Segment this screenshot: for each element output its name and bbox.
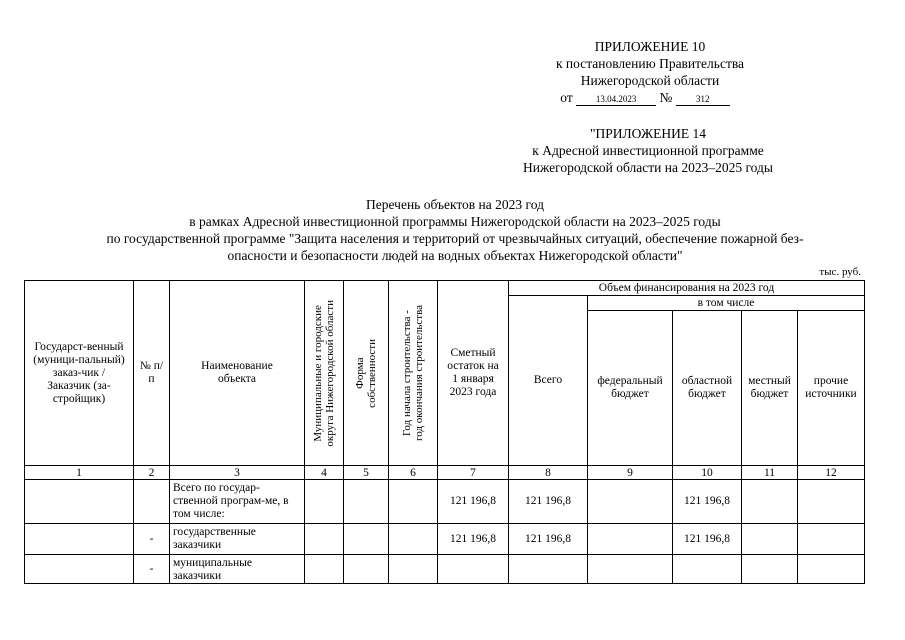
doc-title-line3: по государственной программе "Защита населения и территорий от чрезвычайных ситуаций, обеспечение пожарной без- (106, 231, 804, 246)
header-ownership-text (354, 339, 378, 408)
row-regional: 121 196,8 (673, 524, 742, 555)
appendix-10-block (480, 38, 820, 106)
row-ownership (344, 480, 389, 524)
number-sign: № (659, 90, 673, 105)
row-years (389, 555, 438, 584)
header-municipal (305, 281, 344, 466)
header-years-text (401, 305, 425, 441)
row-customer (25, 524, 134, 555)
appendix-10-line1: к постановлению Правительства (555, 56, 745, 71)
row-federal (588, 524, 673, 555)
row-other (798, 555, 865, 584)
header-financing: Объем финансирования на 2023 год (509, 281, 865, 296)
table-row (25, 555, 865, 584)
row-municipal (305, 524, 344, 555)
row-num: - (134, 524, 170, 555)
units-label: тыс. руб. (819, 266, 861, 278)
header-local: местный бюджет (742, 311, 798, 466)
row-regional (673, 555, 742, 584)
header-years (389, 281, 438, 466)
col-number: 9 (588, 466, 673, 480)
table-row (25, 524, 865, 555)
doc-title-line1: Перечень объектов на 2023 год (366, 197, 544, 212)
header-years-line2: год окончания строительства (413, 305, 425, 441)
appendix-14-title: "ПРИЛОЖЕНИЕ 14 (589, 126, 707, 141)
row-local (742, 555, 798, 584)
col-number: 1 (25, 466, 134, 480)
row-ownership (344, 524, 389, 555)
row-name: муниципальные заказчики (170, 555, 305, 584)
table-row (25, 480, 865, 524)
row-local (742, 524, 798, 555)
row-municipal (305, 555, 344, 584)
header-municipal-line2: округа Нижегородской области (324, 299, 336, 447)
col-number: 5 (344, 466, 389, 480)
header-ownership-line2: собственности (366, 338, 378, 408)
col-number: 7 (438, 466, 509, 480)
doc-title-line4: опасности и безопасности людей на водных объектах Нижегородской области" (227, 248, 683, 263)
appendix-10-date-line (470, 89, 820, 106)
col-number: 2 (134, 466, 170, 480)
document-title (40, 196, 870, 264)
row-name: Всего по государ-ственной програм-ме, в том числе: (170, 480, 305, 524)
row-num (134, 480, 170, 524)
row-num: - (134, 555, 170, 584)
row-regional: 121 196,8 (673, 480, 742, 524)
header-num: № п/п (134, 281, 170, 466)
row-estimated: 121 196,8 (438, 480, 509, 524)
header-ownership-line1: Форма (354, 357, 366, 389)
header-customer: Государст-венный (муници-пальный) заказ-чик / Заказчик (за-стройщик) (25, 281, 134, 466)
row-total: 121 196,8 (509, 480, 588, 524)
number-value: 312 (676, 94, 730, 106)
row-years (389, 480, 438, 524)
date-prefix: от (560, 90, 573, 105)
header-total: Всего (509, 296, 588, 466)
col-number: 3 (170, 466, 305, 480)
col-number: 11 (742, 466, 798, 480)
row-federal (588, 480, 673, 524)
appendix-14-line1: к Адресной инвестиционной программе (532, 143, 764, 158)
appendix-14-block (478, 125, 818, 176)
row-estimated (438, 555, 509, 584)
header-regional: областной бюджет (673, 311, 742, 466)
row-municipal (305, 480, 344, 524)
date-value: 13.04.2023 (576, 94, 656, 106)
col-number: 12 (798, 466, 865, 480)
header-row-1 (25, 281, 865, 296)
header-municipal-text (312, 300, 336, 447)
appendix-14-line2: Нижегородской области на 2023–2025 годы (523, 160, 773, 175)
row-total (509, 555, 588, 584)
header-estimated: Сметный остаток на 1 января 2023 года (438, 281, 509, 466)
header-municipal-line1: Муниципальные и городские (312, 304, 324, 442)
col-number: 6 (389, 466, 438, 480)
objects-table (24, 280, 865, 584)
col-number: 10 (673, 466, 742, 480)
header-other: прочие источники (798, 311, 865, 466)
header-ownership (344, 281, 389, 466)
col-number: 8 (509, 466, 588, 480)
appendix-10-title: ПРИЛОЖЕНИЕ 10 (594, 39, 706, 54)
header-name: Наименование объекта (170, 281, 305, 466)
row-other (798, 524, 865, 555)
row-local (742, 480, 798, 524)
column-numbers-row (25, 466, 865, 480)
row-name: государственные заказчики (170, 524, 305, 555)
col-number: 4 (305, 466, 344, 480)
header-years-line1: Год начала строительства - (401, 310, 413, 436)
header-federal: федеральный бюджет (588, 311, 673, 466)
row-ownership (344, 555, 389, 584)
row-total: 121 196,8 (509, 524, 588, 555)
appendix-10-line2: Нижегородской области (580, 73, 720, 88)
row-years (389, 524, 438, 555)
doc-title-line2: в рамках Адресной инвестиционной программы Нижегородской области на 2023–2025 годы (189, 214, 721, 229)
row-estimated: 121 196,8 (438, 524, 509, 555)
row-federal (588, 555, 673, 584)
header-including: в том числе (588, 296, 865, 311)
row-customer (25, 480, 134, 524)
row-other (798, 480, 865, 524)
row-customer (25, 555, 134, 584)
